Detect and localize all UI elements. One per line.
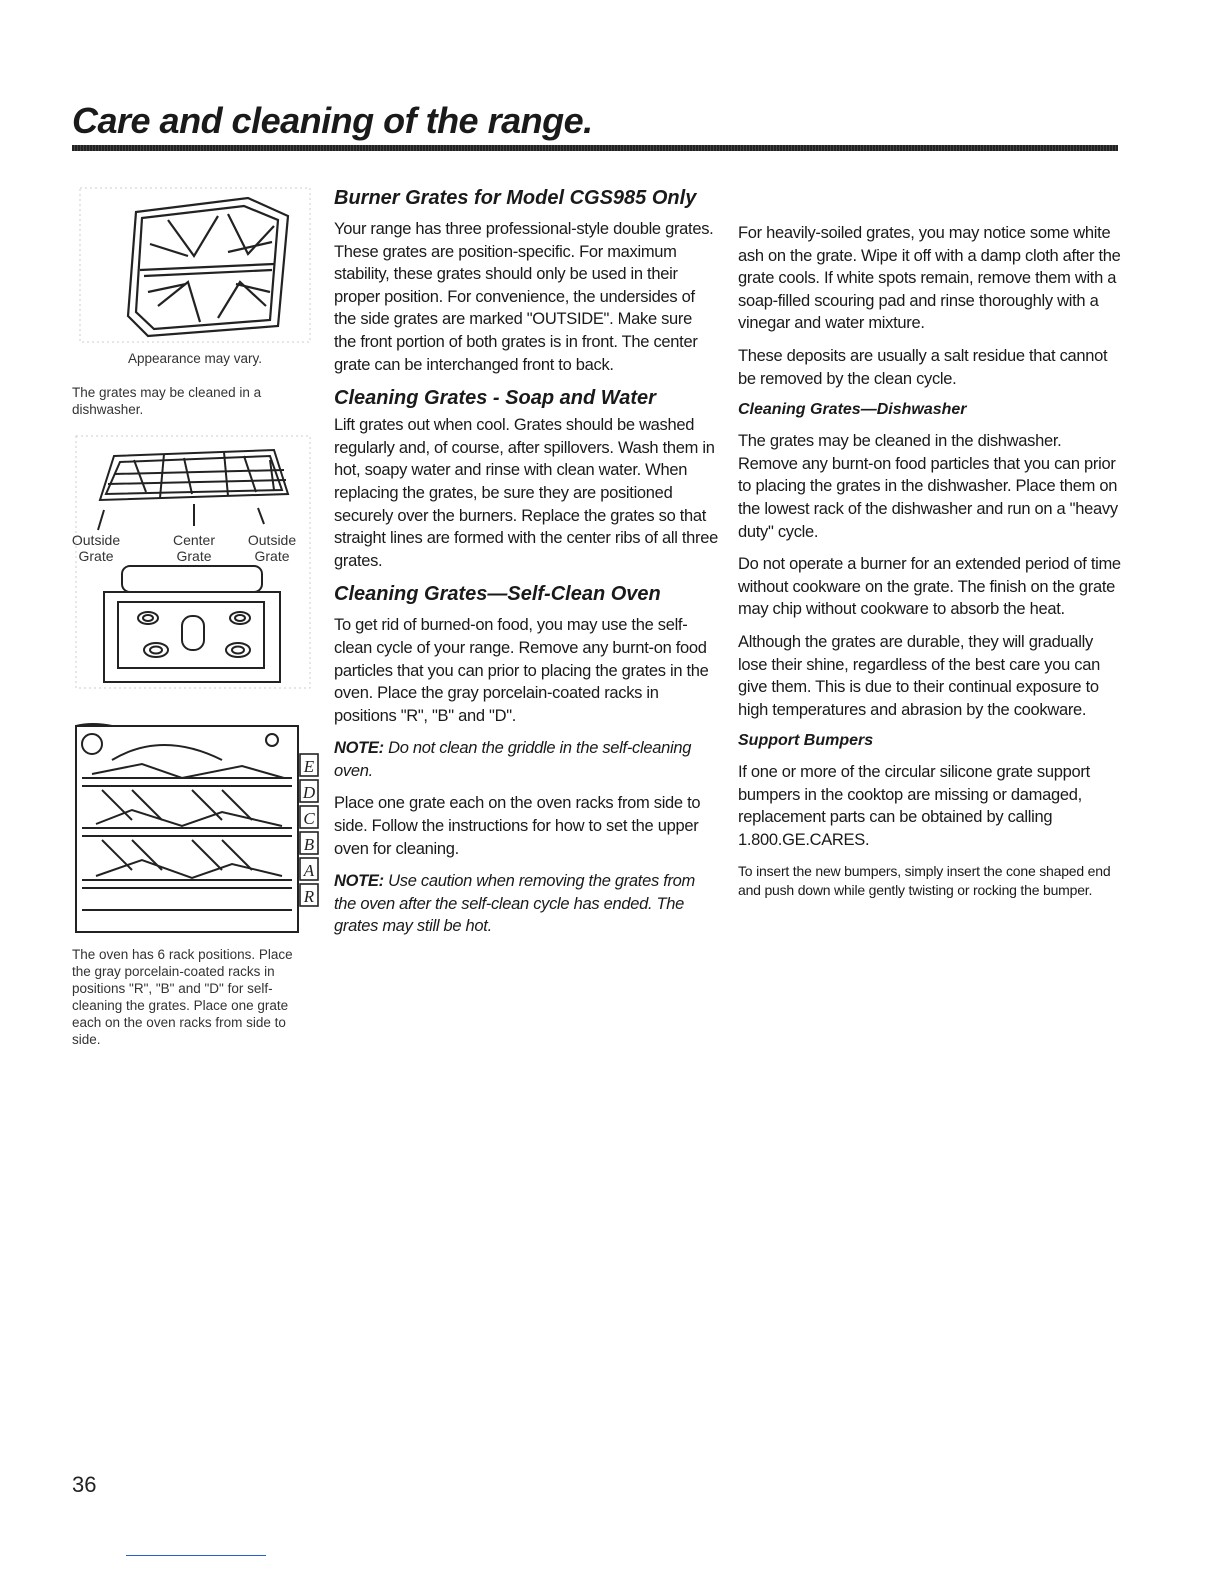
- soap-paragraph: Lift grates out when cool. Grates should be washed regularly and, of course, after spillovers. Wash them in hot, soapy water and rinse with clean water. When replacing the grates, be sure they are positioned securely over the burners. Replace the grates so that straight lines are formed with the center ribs of all three grates.: [334, 416, 718, 570]
- right-column: [738, 222, 1122, 900]
- soap-heading: Cleaning Grates - Soap and Water: [334, 387, 656, 410]
- oven-racks-illustration: [72, 720, 324, 942]
- bumpers-paragraph: If one or more of the circular silicone grate support bumpers in the cooktop are missing or damaged, replacement parts can be obtained by calling 1.800.GE.CARES.: [738, 763, 1090, 850]
- selfclean-heading: Cleaning Grates—Self-Clean Oven: [334, 583, 661, 606]
- note-2: [334, 870, 718, 938]
- bumpers-insert-note: To insert the new bumpers, simply insert the cone shaped end and push down while gently twisting or rocking the bumper.: [738, 862, 1111, 898]
- bottom-rule: [126, 1555, 266, 1556]
- ash-paragraph: For heavily-soiled grates, you may notice some white ash on the grate. Wipe it off with a damp cloth after the grate cools. If white spots remain, remove them with a soap-filled scouring pad and rinse thoroughly with a vinegar and water mixture.: [738, 224, 1121, 333]
- durability-paragraph: Although the grates are durable, they will gradually lose their shine, regardless of the best care you can give them. This is due to their continual exposure to high temperatures and abrasion by the cookware.: [738, 632, 1100, 719]
- intro-paragraph: Your range has three professional-style double grates. These grates are position-specific. For maximum stability, these grates should only be used in their proper position. For convenience, the undersides of the side grates are marked "OUTSIDE". Make sure the front portion of both grates is in front. The center grate can be interchanged front to back.: [334, 220, 714, 374]
- grate-label-center: Center Grate: [172, 532, 216, 564]
- rack-letter-a: A: [303, 861, 315, 880]
- page-title: Care and cleaning of the range.: [72, 100, 593, 141]
- caption-dishwasher: The grates may be cleaned in a dishwasher.: [72, 385, 262, 417]
- deposits-paragraph: These deposits are usually a salt residue that cannot be removed by the clean cycle.: [738, 346, 1108, 388]
- rack-letter-e: E: [303, 757, 315, 776]
- rack-letter-r: R: [303, 887, 315, 906]
- section-heading: Burner Grates for Model CGS985 Only: [334, 187, 697, 209]
- note-1-label: NOTE:: [334, 739, 384, 758]
- note-2-text: Use caution when removing the grates from the oven after the self-clean cycle has ended. The grates may still be hot.: [334, 872, 695, 936]
- page-number: 36: [72, 1472, 97, 1497]
- caption-appearance: Appearance may vary.: [127, 351, 263, 366]
- grate-label-outside-right: Outside Grate: [247, 532, 297, 564]
- note-2-label: NOTE:: [334, 872, 384, 891]
- middle-column: [334, 186, 718, 948]
- caption-oven: The oven has 6 rack positions. Place the gray porcelain-coated racks in positions "R", "B" and "D" for self-cleaning the grates. Place one grate each on the oven racks from side to side.: [72, 947, 293, 1047]
- title-rule: [72, 145, 1118, 151]
- dishwasher-paragraph: The grates may be cleaned in the dishwasher. Remove any burnt-on food particles that you can prior to placing the grates in the dishwasher. Place them on the lowest rack of the dishwasher and run on a "heavy duty" cycle.: [738, 432, 1118, 541]
- rack-letter-d: D: [302, 783, 316, 802]
- note-1-text: Do not clean the griddle in the self-cleaning oven.: [334, 739, 692, 780]
- rack-letter-c: C: [303, 809, 315, 828]
- selfclean-paragraph: To get rid of burned-on food, you may use the self-clean cycle of your range. Remove any burnt-on food particles that you can prior to placing the grates in the oven. Place the gray porcelain-coated racks in positions "R", "B" and "D".: [334, 616, 709, 725]
- burner-warning-paragraph: Do not operate a burner for an extended period of time without cookware on the grate. The finish on the grate may chip without cookware to absorb the heat.: [738, 555, 1121, 619]
- bumpers-heading: Support Bumpers: [738, 732, 874, 750]
- place-paragraph: Place one grate each on the oven racks from side to side. Follow the instructions for how to set the upper oven for cleaning.: [334, 794, 701, 858]
- rack-letter-b: B: [303, 835, 315, 854]
- note-1: [334, 737, 718, 782]
- grate-label-outside-left: Outside Grate: [71, 532, 121, 564]
- grate-illustration: [78, 186, 312, 344]
- dishwasher-heading: Cleaning Grates—Dishwasher: [738, 401, 967, 419]
